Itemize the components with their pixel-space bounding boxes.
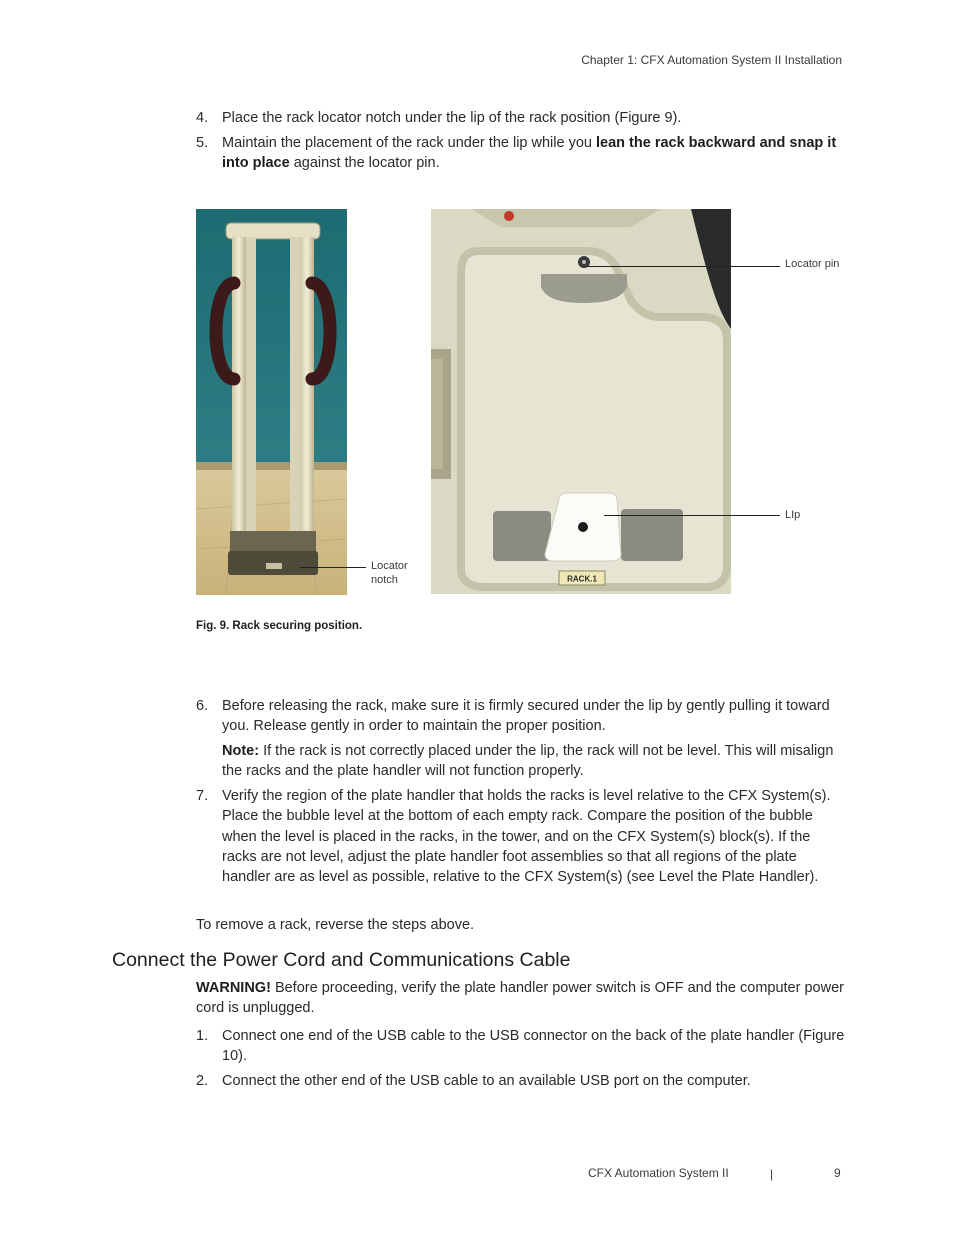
locator-notch-callout: Locator notch bbox=[371, 560, 408, 586]
note-text: If the rack is not correctly placed under the lip, the rack will not be level. This will misalign the racks and the plate handler will not function properly. bbox=[222, 743, 834, 780]
step-text: Maintain the placement of the rack under the lip while you lean the rack backward and snap it into place against the locator pin. bbox=[222, 135, 837, 172]
section-heading: Connect the Power Cord and Communications Cable bbox=[112, 949, 571, 971]
footer-product: CFX Automation System II bbox=[588, 1166, 729, 1180]
step-5 bbox=[196, 133, 846, 174]
step-text: Place the rack locator notch under the lip of the rack position (Figure 9). bbox=[222, 110, 682, 126]
rack-image bbox=[196, 209, 347, 595]
warning-text: Before proceeding, verify the plate handler power switch is OFF and the computer power cord is unplugged. bbox=[196, 980, 844, 1017]
page-number: 9 bbox=[834, 1166, 841, 1180]
note-label: Note: bbox=[222, 743, 260, 759]
note bbox=[222, 741, 846, 782]
step-text: Verify the region of the plate handler that holds the racks is level relative to the CFX System(s). Place the bubble level at the bottom of each empty rack. Compare the position of the bubble when the level is placed in the racks, in the tower, and on the CFX System(s) block(s). If the racks are not level, adjust the plate handler foot assemblies so that all regions of the plate handler are as level as possible, relative to the CFX System(s) (see Level the Plate Handler). bbox=[222, 788, 831, 886]
step-text: Before releasing the rack, make sure it is firmly secured under the lip by gently pulling it toward you. Release gently in order to maintain the proper position. bbox=[222, 698, 830, 735]
lip-callout: LIp bbox=[785, 509, 801, 521]
footer-separator: | bbox=[770, 1167, 774, 1181]
step-number: 2. bbox=[196, 1073, 209, 1089]
running-head: Chapter 1: CFX Automation System II Installation bbox=[581, 53, 842, 67]
step-1 bbox=[196, 1026, 846, 1067]
step-number: 4. bbox=[196, 110, 209, 126]
step-text: Connect one end of the USB cable to the USB connector on the back of the plate handler (Figure 10). bbox=[222, 1028, 845, 1065]
step-number: 6. bbox=[196, 698, 209, 714]
locator-pin-callout: Locator pin bbox=[785, 258, 840, 270]
lip-leader bbox=[604, 515, 780, 516]
remove-rack-text: To remove a rack, reverse the steps above. bbox=[196, 917, 475, 933]
rack-photo bbox=[196, 209, 347, 595]
warning-label: WARNING! bbox=[196, 980, 271, 996]
step-text: Connect the other end of the USB cable to an available USB port on the computer. bbox=[222, 1073, 751, 1089]
step-6 bbox=[196, 696, 846, 737]
locator-notch-leader bbox=[300, 567, 366, 568]
locator-pin-leader bbox=[586, 266, 780, 267]
step-number: 5. bbox=[196, 135, 209, 151]
step-4 bbox=[196, 108, 846, 128]
figure-caption: Fig. 9. Rack securing position. bbox=[196, 620, 363, 632]
step-number: 1. bbox=[196, 1028, 209, 1044]
step-2 bbox=[196, 1071, 846, 1091]
warning bbox=[196, 978, 846, 1019]
emphasis-text: lean the rack backward and snap it into place bbox=[222, 135, 837, 172]
step-number: 7. bbox=[196, 788, 209, 804]
rack-label: RACK.1 bbox=[567, 574, 597, 584]
step-7 bbox=[196, 786, 846, 887]
